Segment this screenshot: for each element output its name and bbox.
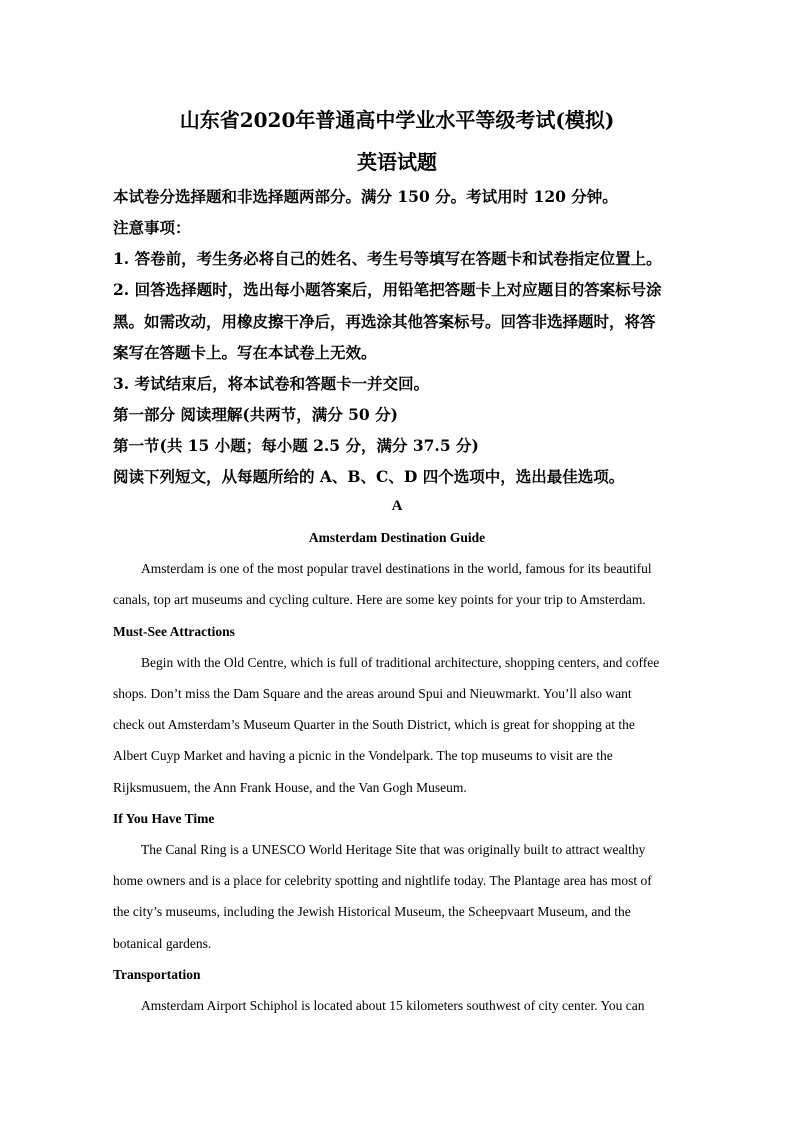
notice-item-3: 3. 考试结束后，将本试卷和答题卡一并交回。 (113, 374, 430, 393)
attractions-line-4: Albert Cuyp Market and having a picnic in the Vondelpark. The top museums to visit are the (113, 748, 613, 763)
notice-item-2-line-3: 案写在答题卡上。写在本试卷上无效。 (113, 343, 377, 362)
attractions-line-3: check out Amsterdam’s Museum Quarter in the South District, which is great for shopping at the (113, 717, 635, 732)
section-heading-transportation: Transportation (113, 967, 201, 982)
attractions-line-5: Rijksmusuem, the Ann Frank House, and the Van Gogh Museum. (113, 780, 467, 795)
notice-item-1: 1. 答卷前，考生务必将自己的姓名、考生号等填写在答题卡和试卷指定位置上。 (113, 249, 662, 268)
exam-intro: 本试卷分选择题和非选择题两部分。满分 150 分。考试用时 120 分钟。 (113, 187, 618, 206)
if-time-line-3: the city’s museums, including the Jewish Historical Museum, the Scheepvaart Museum, and the (113, 904, 631, 919)
notice-item-2-line-2: 黑。如需改动，用橡皮擦干净后，再选涂其他答案标号。回答非选择题时，将答 (113, 312, 656, 331)
if-time-line-1: The Canal Ring is a UNESCO World Heritage Site that was originally built to attract wealthy (141, 842, 646, 857)
passage-title: Amsterdam Destination Guide (308, 530, 486, 545)
passage-letter: A (391, 498, 403, 514)
if-time-line-2: home owners and is a place for celebrity spotting and nightlife today. The Plantage area has most of (113, 873, 652, 888)
section-heading-if-time: If You Have Time (113, 811, 215, 826)
attractions-line-2: shops. Don’t miss the Dam Square and the areas around Spui and Nieuwmarkt. You’ll also want (113, 686, 632, 701)
intro-line-2: canals, top art museums and cycling culture. Here are some key points for your trip to Amsterdam. (113, 592, 646, 607)
section-heading-attractions: Must-See Attractions (113, 624, 235, 639)
reading-directions: 阅读下列短文，从每题所给的 A、B、C、D 四个选项中，选出最佳选项。 (113, 467, 625, 486)
subsection-heading: 第一节(共 15 小题；每小题 2.5 分，满分 37.5 分) (113, 436, 479, 455)
notice-label: 注意事项： (113, 218, 191, 237)
transportation-line-1: Amsterdam Airport Schiphol is located about 15 kilometers southwest of city center. You can (141, 998, 645, 1013)
if-time-line-4: botanical gardens. (113, 936, 212, 951)
part-heading: 第一部分 阅读理解(共两节，满分 50 分) (113, 405, 398, 424)
intro-line-1: Amsterdam is one of the most popular travel destinations in the world, famous for its beautiful (141, 561, 652, 576)
notice-item-2-line-1: 2. 回答选择题时，选出每小题答案后，用铅笔把答题卡上对应题目的答案标号涂 (113, 280, 662, 299)
attractions-line-1: Begin with the Old Centre, which is full of traditional architecture, shopping centers, and coffee (141, 655, 660, 670)
exam-title: 山东省2020年普通高中学业水平等级考试(模拟) (179, 108, 615, 132)
subject-title: 英语试题 (357, 150, 437, 174)
